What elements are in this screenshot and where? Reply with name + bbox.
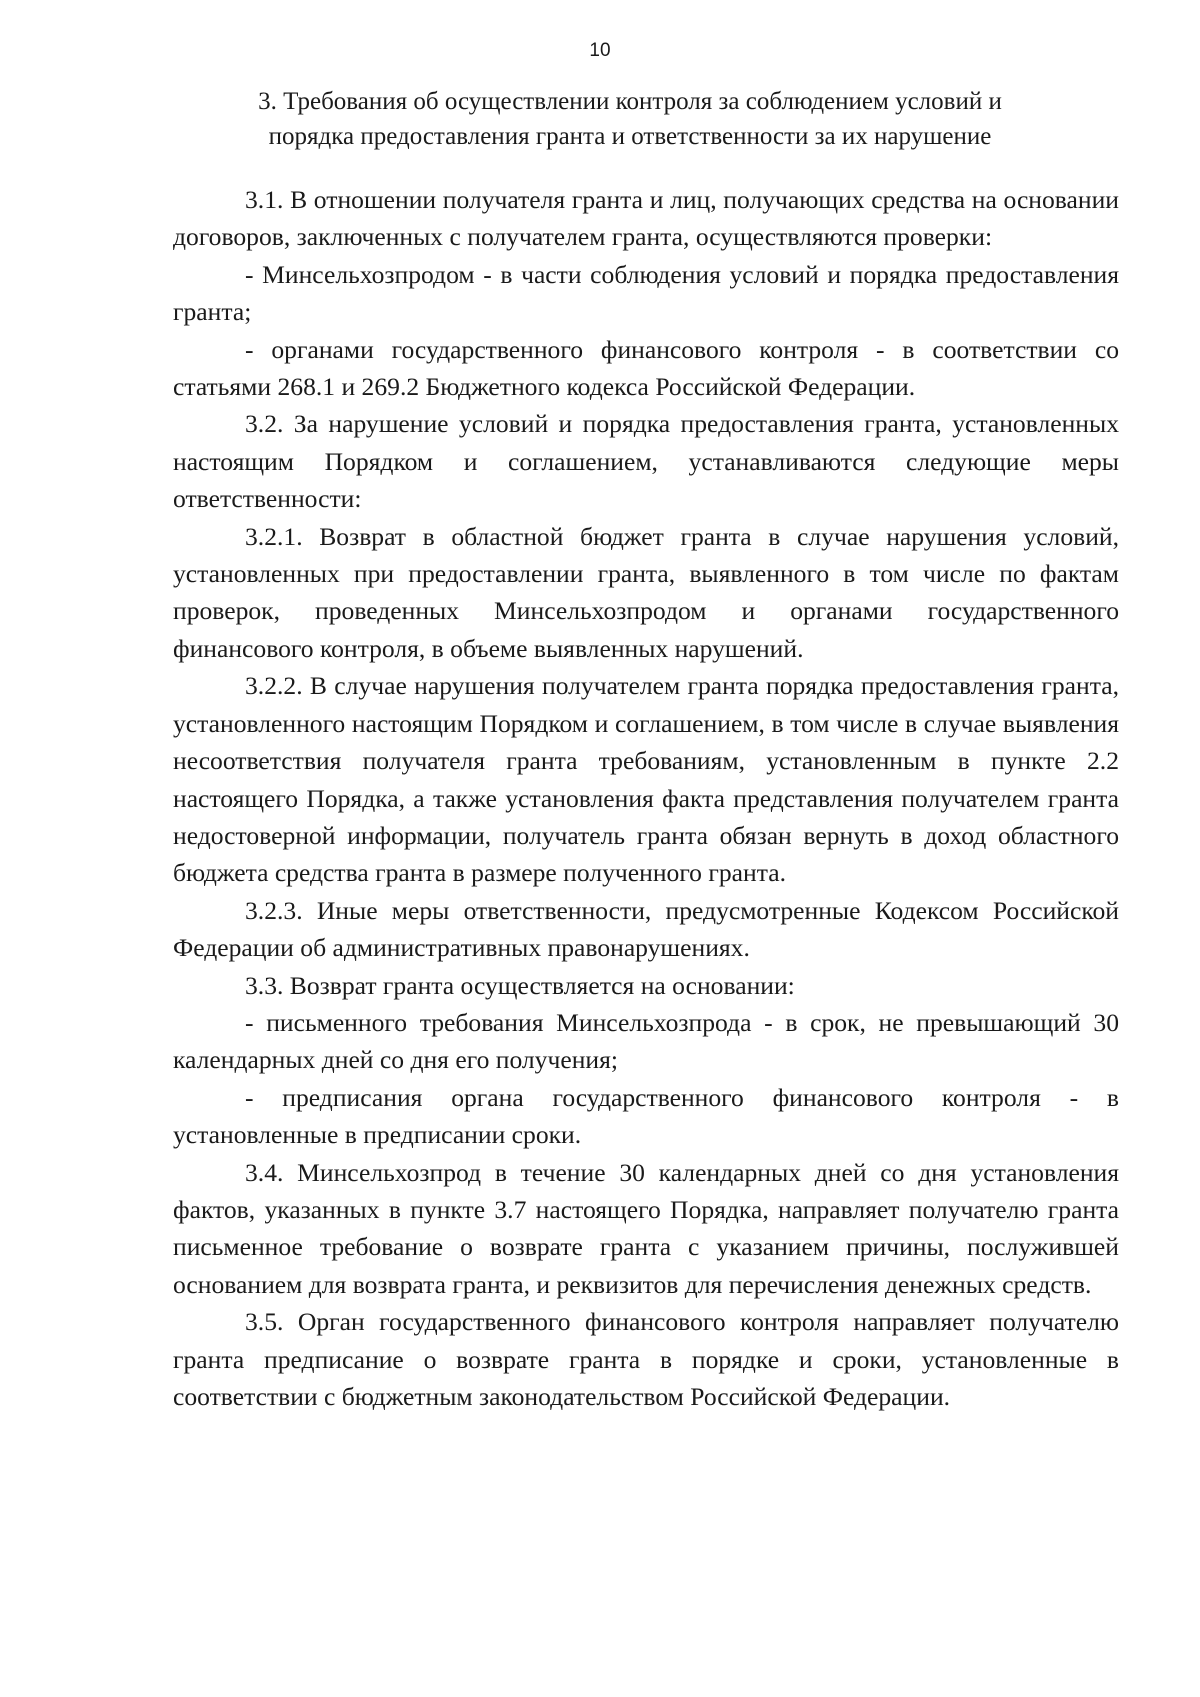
section-heading-line-1: 3. Требования об осуществлении контроля за соблюдением условий и: [258, 88, 1002, 115]
paragraph-return-prescription: - предписания органа государственного финансового контроля - в установленные в предписании сроки.: [173, 1082, 1119, 1150]
document-body: [173, 181, 1119, 1415]
paragraph-3-4: 3.4. Минсельхозпрод в течение 30 календарных дней со дня установления фактов, указанных в пункте 3.7 настоящего Порядка, направляет получателю гранта письменное требование о возврате гранта с указанием причины, послужившей основанием для возврата гранта, и реквизитов для перечисления денежных средств.: [173, 1157, 1119, 1299]
section-heading: [170, 84, 1090, 154]
paragraph-3-2: 3.2. За нарушение условий и порядка предоставления гранта, установленных настоящим Порядком и соглашением, устанавливаются следующие меры ответственности:: [173, 409, 1119, 514]
paragraph-3-2-3: 3.2.3. Иные меры ответственности, предусмотренные Кодексом Российской Федерации об административных правонарушениях.: [173, 895, 1119, 963]
paragraph-3-5: 3.5. Орган государственного финансового контроля направляет получателю гранта предписание о возврате гранта в порядке и сроки, установленные в соответствии с бюджетным законодательством Российской Федерации.: [173, 1307, 1119, 1411]
paragraph-check-ministry: - Минсельхозпродом - в части соблюдения условий и порядка предоставления гранта;: [173, 259, 1119, 327]
paragraph-3-2-2: 3.2.2. В случае нарушения получателем гранта порядка предоставления гранта, установленного настоящим Порядком и соглашением, в том числе в случае выявления несоответствия получателя гранта требованиям, установленным в пункте 2.2 настоящего Порядка, а также установления факта представления получателем гранта недостоверной информации, получатель гранта обязан вернуть в доход областного бюджета средства гранта в размере полученного гранта.: [173, 671, 1119, 888]
paragraph-3-3: 3.3. Возврат гранта осуществляется на основании:: [245, 970, 795, 1000]
section-heading-line-2: порядка предоставления гранта и ответственности за их нарушение: [268, 123, 992, 150]
paragraph-return-written-demand: - письменного требования Минсельхозпрода - в срок, не превышающий 30 календарных дней со дня его получения;: [173, 1007, 1119, 1075]
paragraph-3-1: 3.1. В отношении получателя гранта и лиц, получающих средства на основании договоров, заключенных с получателем гранта, осуществляются проверки:: [173, 185, 1119, 252]
paragraph-3-2-1: 3.2.1. Возврат в областной бюджет гранта в случае нарушения условий, установленных при предоставлении гранта, выявленного в том числе по фактам проверок, проведенных Минсельхозпродом и органами государственного финансового контроля, в объеме выявленных нарушений.: [173, 521, 1119, 663]
page-number: 10: [589, 40, 611, 61]
paragraph-check-financial-control: - органами государственного финансового контроля - в соответствии со статьями 268.1 и 269.2 Бюджетного кодекса Российской Федерации.: [173, 334, 1119, 402]
